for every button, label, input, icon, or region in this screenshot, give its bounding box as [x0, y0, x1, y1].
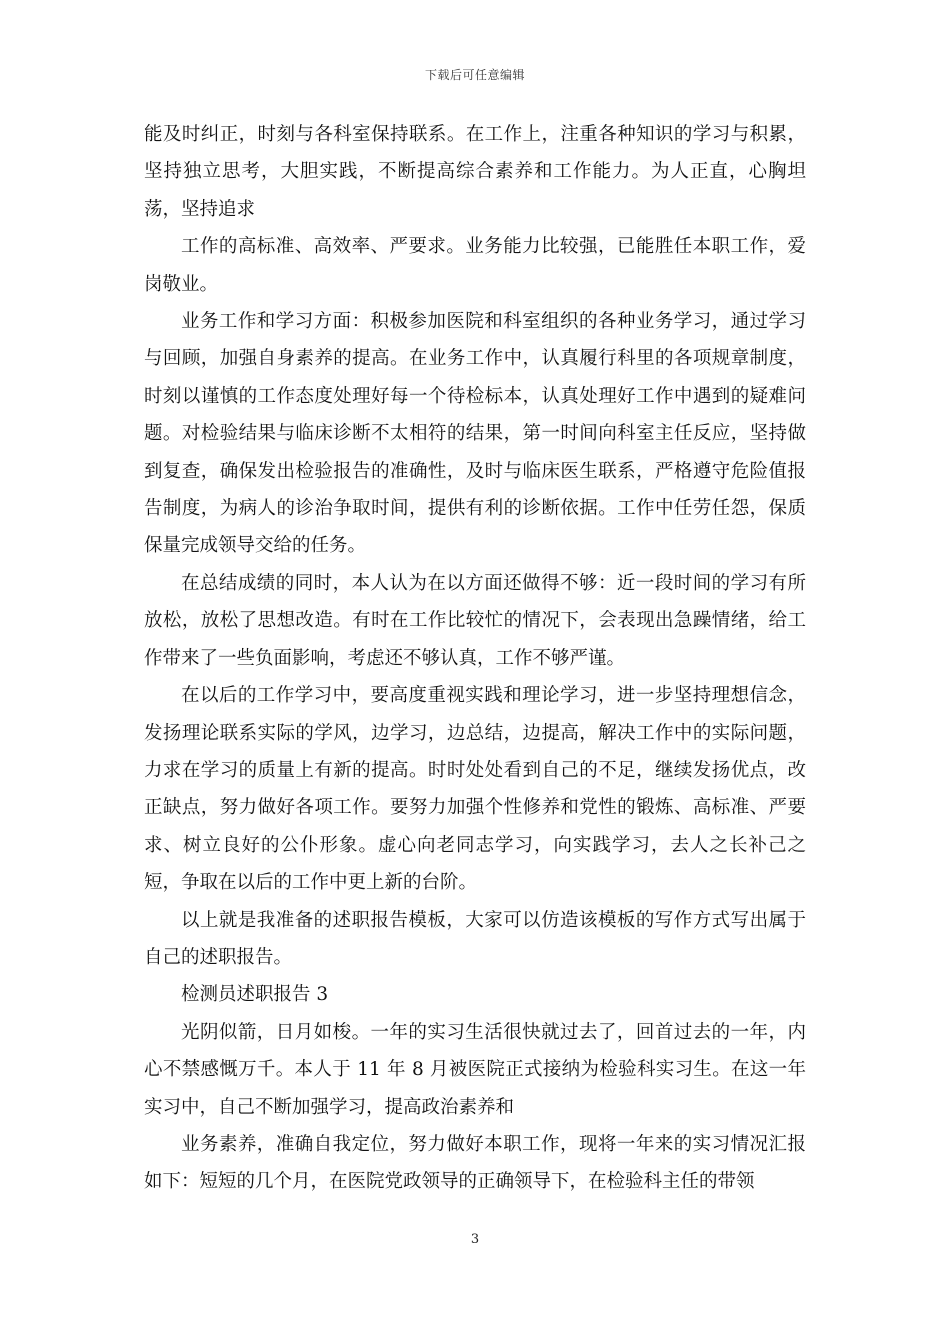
page-number: 3	[470, 1232, 480, 1247]
paragraph: 能及时纠正，时刻与各科室保持联系。在工作上，注重各种知识的学习与积累，坚持独立思考，大胆实践，不断提高综合素养和工作能力。为人正直，心胸坦荡，坚持追求	[144, 124, 806, 220]
document-body	[144, 116, 806, 1201]
paragraph: 在以后的工作学习中，要高度重视实践和理论学习，进一步坚持理想信念，发扬理论联系实际的学风，边学习，边总结，边提高，解决工作中的实际问题，力求在学习的质量上有新的提高。时时处处看到自己的不足，继续发扬优点，改正缺点，努力做好各项工作。要努力加强个性修养和党性的锻炼、高标准、严要求、树立良好的公仆形象。虚心向老同志学习，向实践学习，去人之长补己之短，争取在以后的工作中更上新的台阶。	[144, 685, 806, 894]
paragraph: 以上就是我准备的述职报告模板，大家可以仿造该模板的写作方式写出属于自己的述职报告。	[144, 909, 806, 968]
paragraph: 在总结成绩的同时，本人认为在以方面还做得不够：近一段时间的学习有所放松，放松了思想改造。有时在工作比较忙的情况下，会表现出急躁情绪，给工作带来了一些负面影响，考虑还不够认真，工作不够严谨。	[144, 572, 806, 669]
paragraph: 业务工作和学习方面：积极参加医院和科室组织的各种业务学习，通过学习与回顾，加强自身素养的提高。在业务工作中，认真履行科里的各项规章制度，时刻以谨慎的工作态度处理好每一个待检标本，认真处理好工作中遇到的疑难问题。对检验结果与临床诊断不太相符的结果，第一时间向科室主任反应，坚持做到复查，确保发出检验报告的准确性，及时与临床医生联系，严格遵守危险值报告制度，为病人的诊治争取时间，提供有利的诊断依据。工作中任劳任怨，保质保量完成领导交给的任务。	[144, 311, 806, 557]
paragraph: 光阴似箭，日月如梭。一年的实习生活很快就过去了，回首过去的一年，内心不禁感慨万千。本人于 11 年 8 月被医院正式接纳为检验科实习生。在这一年实习中，自己不断加强学习，提高政治素养和	[144, 1021, 806, 1118]
page-header: 下载后可任意编辑	[424, 68, 525, 82]
paragraph: 工作的高标准、高效率、严要求。业务能力比较强，已能胜任本职工作，爱岗敬业。	[144, 236, 806, 295]
paragraph: 业务素养，准确自我定位，努力做好本职工作，现将一年来的实习情况汇报如下：短短的几个月，在医院党政领导的正确领导下，在检验科主任的带领	[144, 1133, 806, 1193]
section-heading: 检测员述职报告 3	[181, 984, 329, 1006]
